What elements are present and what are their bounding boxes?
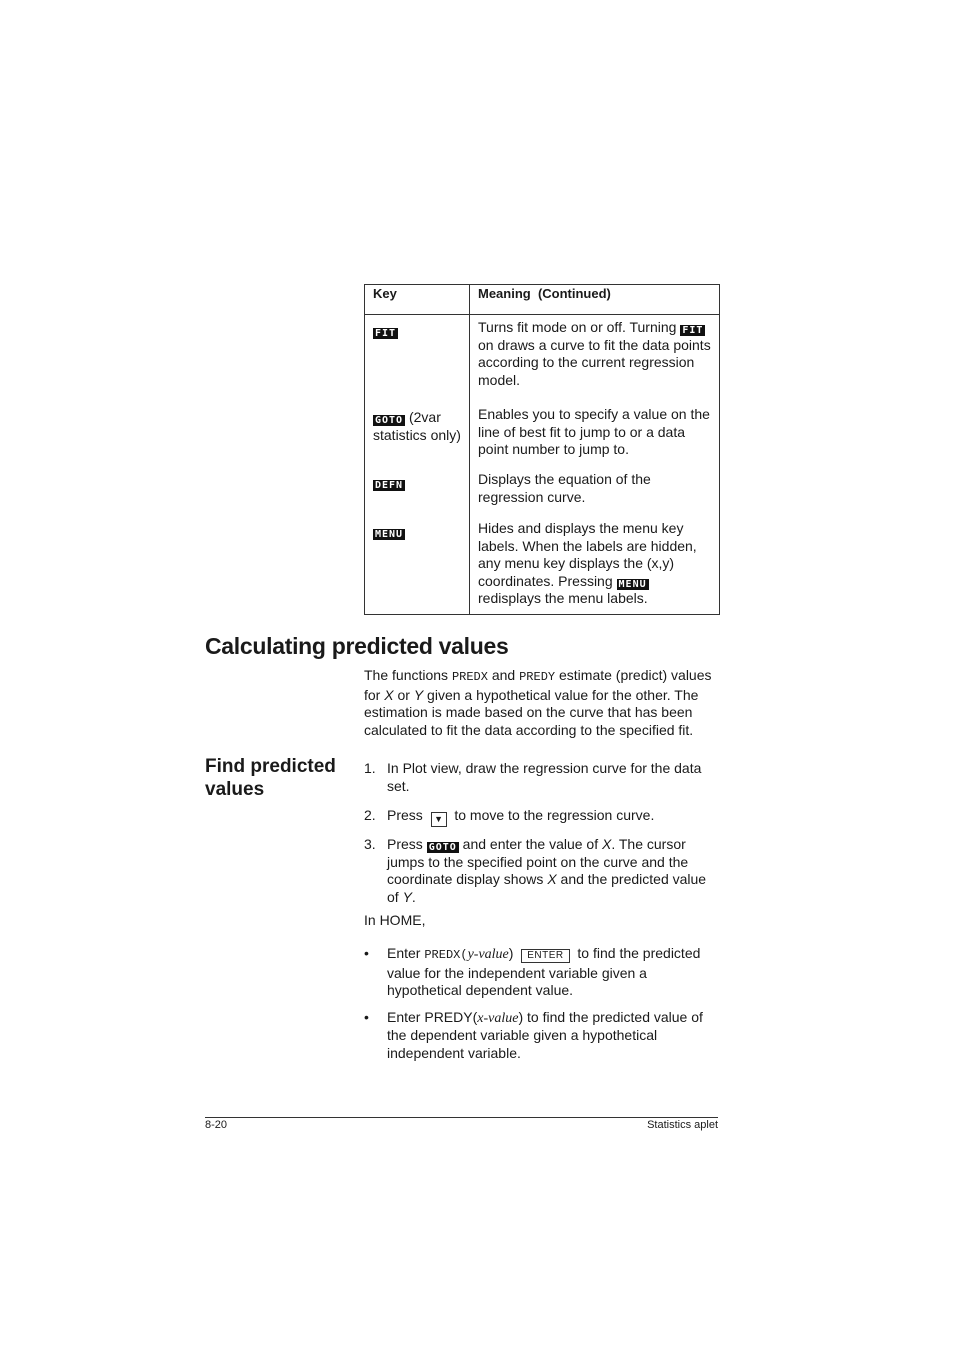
- predx-code: PREDX: [451, 670, 488, 684]
- fit-softkey-icon: FIT: [375, 328, 397, 339]
- table-key-defn: [373, 474, 461, 510]
- list-item: • Enter PREDY(x-value) to find the predicted value of the dependent variable given a hypothetical independent variable.: [364, 1008, 703, 1061]
- home-label: In HOME,: [364, 912, 426, 928]
- fit-softkey-icon: FIT: [682, 325, 704, 336]
- table-key-goto: [373, 409, 461, 461]
- page-number: 8-20: [205, 1119, 228, 1131]
- enter-key-icon: ENTER: [521, 949, 569, 963]
- table-key-cell: [365, 315, 470, 615]
- subsection-heading: Find predicted values: [205, 756, 336, 800]
- table-header-meaning: Meaning (Continued): [470, 285, 720, 315]
- list-item: 1. In Plot view, draw the regression curve for the data set.: [364, 760, 702, 794]
- section-heading: Calculating predicted values: [205, 633, 509, 659]
- bullet-list: [364, 945, 720, 1072]
- predy-code: PREDY: [519, 670, 556, 684]
- meaning-goto: Enables you to specify a value on the line of best fit to jump to or a data point number to jump to.: [478, 406, 710, 458]
- menu-softkey-icon: MENU: [375, 529, 404, 540]
- menu-softkey-icon: MENU: [618, 578, 647, 590]
- list-item: 3. Press GOTO and enter the value of X. The cursor jumps to the specified point on the curve and the coordinate display shows X and the predicted value of Y.: [364, 836, 707, 905]
- section-intro: The functions PREDX and PREDY estimate (predict) values for X or Y given a hypothetical value for the other. The estimation is made based on the curve that has been calculated to fit the data according to the specified fit.: [364, 667, 712, 738]
- list-item: • Enter PREDX(y-value) ENTER to find the predicted value for the independent variable given a hypothetical dependent value.: [364, 945, 701, 999]
- meaning-menu: Hides and displays the menu key labels. When the labels are hidden, any menu key displays the (x,y) coordinates. Pressing MENU redisplays the menu labels.: [478, 520, 697, 607]
- list-item: 2. Press ▼ to move to the regression curve.: [364, 807, 720, 827]
- table-header-row: [365, 285, 720, 315]
- goto-softkey-icon: GOTO: [375, 415, 404, 426]
- table-meaning-cell: [470, 315, 720, 615]
- footer-divider: [205, 1117, 718, 1118]
- table-row: [365, 315, 720, 615]
- chapter-title: Statistics aplet: [647, 1119, 718, 1131]
- table-key-menu: [373, 523, 461, 541]
- goto-softkey-icon: GOTO: [428, 842, 457, 854]
- table-header-key: Key: [365, 285, 470, 315]
- key-meaning-table: [364, 284, 720, 615]
- meaning-defn: Displays the equation of the regression curve.: [478, 471, 651, 505]
- goto-key-note: (2var statistics only): [373, 409, 461, 443]
- meaning-fit: Turns fit mode on or off. Turning FIT on draws a curve to fit the data points according to the current regression model.: [478, 319, 711, 388]
- down-arrow-key-icon: ▼: [431, 812, 447, 827]
- defn-softkey-icon: DEFN: [375, 480, 404, 491]
- table-key-fit: [373, 322, 461, 392]
- steps-list: [364, 760, 720, 919]
